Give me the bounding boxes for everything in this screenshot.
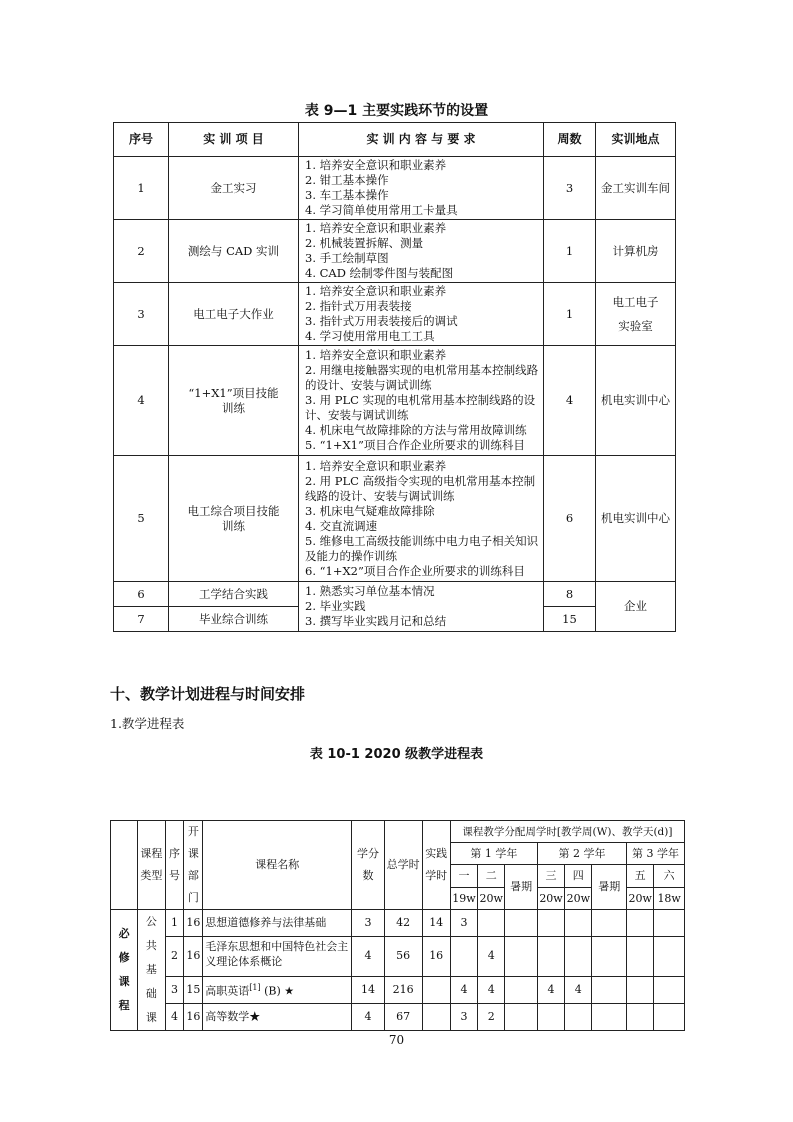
row-practice: 16 [422,937,450,977]
header-sem5: 五 [627,865,654,888]
content-item: 4. 学习简单使用常用工卡量具 [305,203,458,217]
row-weeks: 3 [544,157,596,220]
header-sem4: 四 [565,865,592,888]
row-place: 机电实训中心 [596,456,676,582]
row-project: “1+X1”项目技能训练 [169,346,299,456]
shared-content [299,582,544,632]
row-practice [422,976,450,1003]
header-weeks1: 19w [450,888,477,910]
content-item: 3. 车工基本操作 [305,188,389,202]
row-sem2 [478,910,505,937]
row-no: 2 [114,220,169,283]
row-sem1 [450,937,477,977]
row-project: 测绘与 CAD 实训 [169,220,299,283]
content-item: 2. 用 PLC 高级指令实现的电机常用基本控制线路的设计、安装与调试训练 [305,473,536,503]
row-project: 电工综合项目技能训练 [169,456,299,582]
row-sem5 [627,910,654,937]
footnote-marker: [1] [249,983,261,993]
header-seq: 序号 [165,821,184,910]
header-blank [111,821,138,910]
content-item: 3. 指针式万用表装接后的调试 [305,314,458,328]
schedule-table [110,820,685,1031]
header-content: 实 训 内 容 与 要 求 [299,123,544,157]
row-name [203,937,352,977]
header-sem6: 六 [654,865,685,888]
row-hours: 216 [384,976,422,1003]
header-hours: 总学时 [384,821,422,910]
row-sem4 [565,910,592,937]
row-summer2 [592,937,627,977]
header-practice: 实践学时 [422,821,450,910]
row-sem1: 3 [450,1003,477,1030]
content-item: 2. 机械装置拆解、测量 [305,236,424,250]
shared-place: 企业 [596,582,676,632]
content-item: 2. 毕业实践 [305,599,366,613]
row-project: 金工实习 [169,157,299,220]
header-weeks4: 20w [565,888,592,910]
header-year3: 第 3 学年 [627,843,685,865]
table-row [114,157,676,220]
header-weeks: 周数 [544,123,596,157]
course-name: 毛泽东思想和中国特色社会主义理论体系概论 [205,940,349,969]
course-name: 思想道德修养与法律基础 [205,916,327,929]
header-weeks2: 20w [478,888,505,910]
row-content [299,283,544,346]
row-sem4 [565,1003,592,1030]
content-item: 4. 机床电气故障排除的方法与常用故障训练 [305,423,527,437]
header-weeks6: 18w [654,888,685,910]
row-seq: 2 [165,937,184,977]
row-content [299,346,544,456]
row-name [203,1003,352,1030]
group-public: 公共基础课 [138,910,165,1031]
table-row [111,937,685,977]
header-distribution: 课程教学分配周学时[教学周(W)、教学天(d)] [450,821,684,843]
row-dept: 16 [184,937,203,977]
row-weeks: 15 [544,607,596,632]
row-content [299,220,544,283]
section-heading: 十、教学计划进程与时间安排 [110,685,306,703]
content-item: 1. 培养安全意识和职业素养 [305,221,447,235]
row-sem3 [537,937,564,977]
table-row [114,346,676,456]
header-no: 序号 [114,123,169,157]
row-sem1: 4 [450,976,477,1003]
content-item: 3. 撰写毕业实践月记和总结 [305,614,447,628]
row-content [299,456,544,582]
row-sem3 [537,910,564,937]
content-item: 5. 维修电工高级技能训练中电力电子相关知识及能力的操作训练 [305,533,539,563]
row-no: 7 [114,607,169,632]
header-summer1: 暑期 [505,865,538,910]
table-row [114,582,676,607]
row-summer2 [592,976,627,1003]
row-dept: 16 [184,910,203,937]
row-seq: 3 [165,976,184,1003]
content-item: 5. “1+X1”项目合作企业所要求的训练科目 [305,438,525,452]
row-credit: 4 [352,937,385,977]
row-place: 电工电子 实验室 [596,283,676,346]
table-header-row [114,123,676,157]
row-sem2: 2 [478,1003,505,1030]
row-weeks: 1 [544,220,596,283]
row-project: 电工电子大作业 [169,283,299,346]
row-sem6 [654,937,685,977]
row-sem5 [627,976,654,1003]
header-sem1: 一 [450,865,477,888]
header-summer2: 暑期 [592,865,627,910]
row-hours: 67 [384,1003,422,1030]
row-hours: 56 [384,937,422,977]
group-required: 必修课程 [111,910,138,1031]
header-place: 实训地点 [596,123,676,157]
row-sem5 [627,937,654,977]
header-credit: 学分数 [352,821,385,910]
row-sem6 [654,976,685,1003]
row-dept: 15 [184,976,203,1003]
content-item: 4. 交直流调速 [305,518,378,533]
row-credit: 4 [352,1003,385,1030]
table-row [111,1003,685,1030]
header-dept: 开课部门 [184,821,203,910]
row-no: 5 [114,456,169,582]
course-name: 高职英语 [205,984,250,998]
row-no: 3 [114,283,169,346]
row-weeks: 4 [544,346,596,456]
row-place: 金工实训车间 [596,157,676,220]
row-sem6 [654,910,685,937]
row-name [203,910,352,937]
table-row [114,456,676,582]
content-item: 3. 机床电气疑难故障排除 [305,503,435,518]
content-item: 2. 用继电接触器实现的电机常用基本控制线路的设计、安装与调试训练 [305,363,539,392]
table-row [114,283,676,346]
row-summer1 [505,910,538,937]
row-seq: 1 [165,910,184,937]
header-year2: 第 2 学年 [537,843,626,865]
header-sem3: 三 [537,865,564,888]
table-row [111,976,685,1003]
header-sem2: 二 [478,865,505,888]
row-weeks: 8 [544,582,596,607]
content-item: 1. 培养安全意识和职业素养 [305,284,447,298]
subsection-heading: 1.教学进程表 [110,716,185,731]
row-project: 毕业综合训练 [169,607,299,632]
row-summer2 [592,1003,627,1030]
row-no: 6 [114,582,169,607]
table-row [114,220,676,283]
course-name-suffix: (B) ★ [260,984,295,998]
table10-title: 表 10-1 2020 级教学进程表 [309,747,484,762]
row-sem3 [537,1003,564,1030]
course-name: 高等数学★ [205,1009,261,1023]
row-weeks: 1 [544,283,596,346]
header-weeks5: 20w [627,888,654,910]
header-year1: 第 1 学年 [450,843,537,865]
header-project: 实 训 项 目 [169,123,299,157]
table9-title: 表 9—1 主要实践环节的设置 [304,103,489,119]
row-summer2 [592,910,627,937]
content-item: 1. 熟悉实习单位基本情况 [305,584,435,598]
row-summer1 [505,1003,538,1030]
content-item: 1. 培养安全意识和职业素养 [305,458,447,473]
row-summer1 [505,937,538,977]
row-sem3: 4 [537,976,564,1003]
table-row [111,910,685,937]
row-sem4: 4 [565,976,592,1003]
row-sem4 [565,937,592,977]
content-item: 6. “1+X2”项目合作企业所要求的训练科目 [305,563,525,578]
page-number: 70 [388,1033,405,1047]
row-dept: 16 [184,1003,203,1030]
content-item: 3. 用 PLC 实现的电机常用基本控制线路的设计、安装与调试训练 [305,393,536,422]
content-item: 2. 钳工基本操作 [305,173,389,187]
row-weeks: 6 [544,456,596,582]
content-item: 2. 指针式万用表装接 [305,299,412,313]
row-summer1 [505,976,538,1003]
row-no: 1 [114,157,169,220]
row-place: 计算机房 [596,220,676,283]
row-sem2: 4 [478,976,505,1003]
row-hours: 42 [384,910,422,937]
row-seq: 4 [165,1003,184,1030]
row-project: 工学结合实践 [169,582,299,607]
row-credit: 14 [352,976,385,1003]
header-name: 课程名称 [203,821,352,910]
content-item: 1. 培养安全意识和职业素养 [305,348,447,362]
header-weeks3: 20w [537,888,564,910]
header-category: 课程类型 [138,821,165,910]
row-credit: 3 [352,910,385,937]
content-item: 1. 培养安全意识和职业素养 [305,158,447,172]
row-practice: 14 [422,910,450,937]
content-item: 3. 手工绘制草图 [305,251,389,265]
content-item: 4. CAD 绘制零件图与装配图 [305,266,454,280]
row-sem2: 4 [478,937,505,977]
content-item: 4. 学习使用常用电工工具 [305,329,435,343]
row-sem5 [627,1003,654,1030]
row-no: 4 [114,346,169,456]
row-content [299,157,544,220]
practice-table [113,122,676,632]
row-place: 机电实训中心 [596,346,676,456]
row-name [203,976,352,1003]
row-sem6 [654,1003,685,1030]
row-sem1: 3 [450,910,477,937]
row-practice [422,1003,450,1030]
